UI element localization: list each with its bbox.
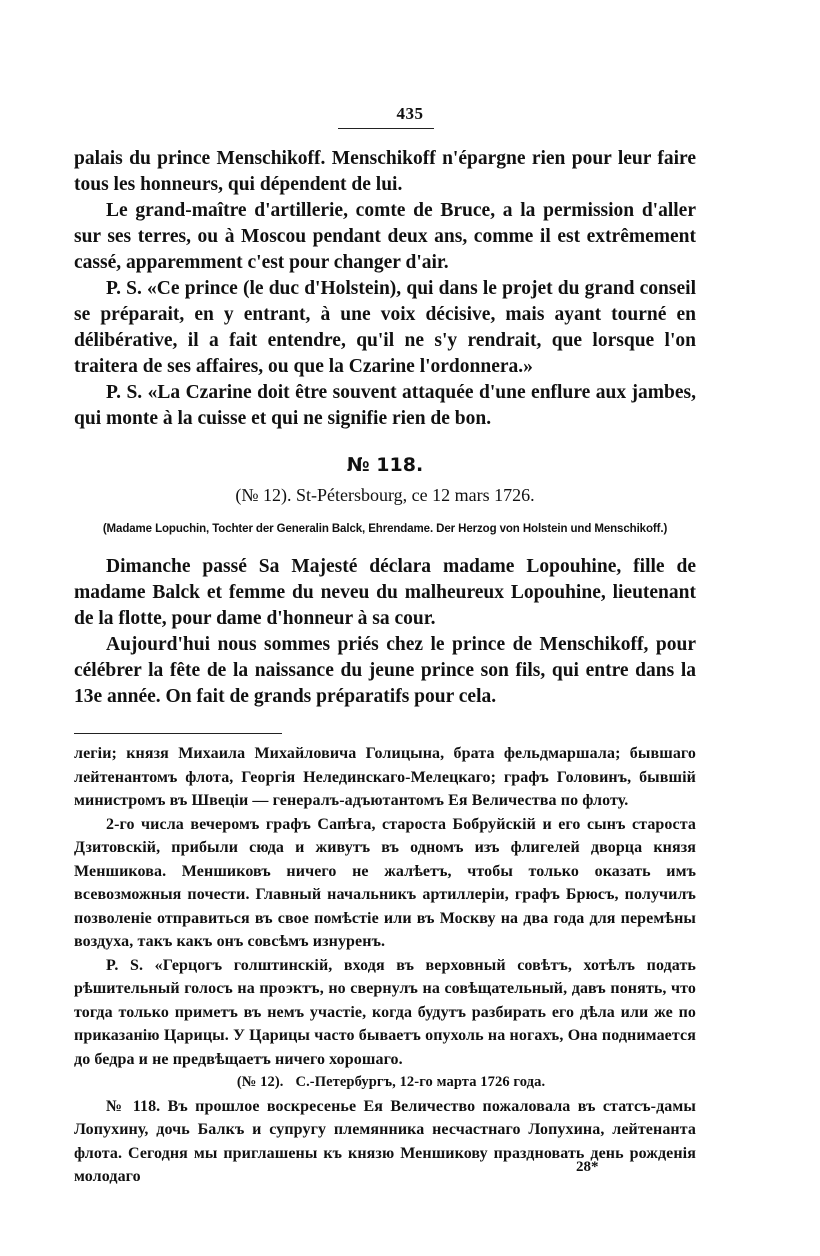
french-paragraph-4-postscript: P. S. «La Czarine doit être souvent attaquée d'une enflure aux jambes, qui monte à la cuisse et qui ne signifie rien de bon. xyxy=(74,382,696,429)
french-text-block xyxy=(74,146,696,710)
russian-dateline-number: (№ 12). xyxy=(236,1074,284,1090)
page-number: 435 xyxy=(396,104,424,123)
russian-paragraph-3-postscript: P. S. «Герцогъ голштинскій, входя въ верховный совѣтъ, хотѣлъ подать рѣшительный голосъ на проэктъ, но свернулъ на совѣщательный, давъ понять, что тогда только приметъ въ немъ участіе, когда будутъ разбирать его дѣла или же по приказанію Царицы. У Царицы часто бываетъ опухоль на ногахъ, Она поднимается до бедра и не предвѣщаетъ ничего хорошаго. xyxy=(74,956,696,1068)
german-summary-note: (Madame Lopuchin, Tochter der Generalin Balck, Ehrendame. Der Herzog von Holstein und Menschikoff.) xyxy=(102,523,668,535)
russian-paragraph-1: легіи; князя Михаила Михайловича Голицына, брата фельдмаршала; бывшаго лейтенантомъ флота, Георгія Нелединскаго-Мелецкаго; графъ Головинъ, бывшій министромъ въ Швеціи — генералъ-адъютантомъ Ея Величества по флоту. xyxy=(74,745,696,809)
french-paragraph-5: Dimanche passé Sa Majesté déclara madame Lopouhine, fille de madame Balck et femme du neveu du malheureux Lopouhine, lieutenant de la flotte, pour dame d'honneur à sa cour. xyxy=(74,556,696,629)
russian-translation-block xyxy=(74,742,696,1189)
russian-dateline-place: С.-Петербургъ, 12-го марта 1726 года. xyxy=(295,1074,546,1090)
sheet-signature: 28* xyxy=(576,1159,599,1175)
french-paragraph-3-postscript: P. S. «Ce prince (le duc d'Holstein), qui dans le projet du grand conseil se préparait, en y entrant, à une voix décisive, mais ayant tourné en délibérative, il a fait entendre, qu'il ne s'y rendrait, que lorsque l'on traitera de ses affaires, ou que la Czarine l'ordonnera.» xyxy=(74,278,696,377)
russian-dateline xyxy=(74,1071,696,1095)
translation-separator-rule xyxy=(74,733,282,734)
french-paragraph-6: Aujourd'hui nous sommes priés chez le prince de Menschikoff, pour célébrer la fête de la naissance du jeune prince son fils, qui entre dans la 13e année. On fait de grands préparatifs pour cela. xyxy=(74,634,696,707)
russian-paragraph-2: 2-го числа вечеромъ графъ Сапѣга, староста Бобруйскій и его сынъ староста Дзитовскій, прибыли сюда и живутъ въ одномъ изъ флигелей дворца князя Меншикова. Меншиковъ ничего не жалѣетъ, чтобы только оказать имъ всевозможныя почести. Главный начальникъ артиллеріи, графъ Брюсъ, получилъ позволеніе отправиться въ свое помѣстіе или въ Москву на два года для перемѣны воздуха, такъ какъ онъ совсѣмъ изнуренъ. xyxy=(74,815,696,950)
page-number-rule xyxy=(338,128,434,129)
french-paragraph-1: palais du prince Menschikoff. Menschikoff n'épargne rien pour leur faire tous les honneurs, qui dépendent de lui. xyxy=(74,148,696,195)
french-paragraph-2: Le grand-maître d'artillerie, comte de Bruce, a la permission d'aller sur ses terres, ou à Moscou pendant deux ans, comme il est extrêmement cassé, apparemment c'est pour changer d'air. xyxy=(74,200,696,273)
russian-paragraph-4: № 118. Въ прошлое воскресенье Ея Величество пожаловала въ статсъ-дамы Лопухину, дочь Балкъ и супругу племянника несчастнаго Лопухина, лейтенанта флота. Сегодня мы приглашены къ князю Меншикову праздновать день рожденія молодаго xyxy=(74,1097,696,1185)
document-number: № 118. xyxy=(346,454,424,476)
french-dateline: (№ 12). St-Pétersbourg, ce 12 mars 1726. xyxy=(235,485,535,505)
